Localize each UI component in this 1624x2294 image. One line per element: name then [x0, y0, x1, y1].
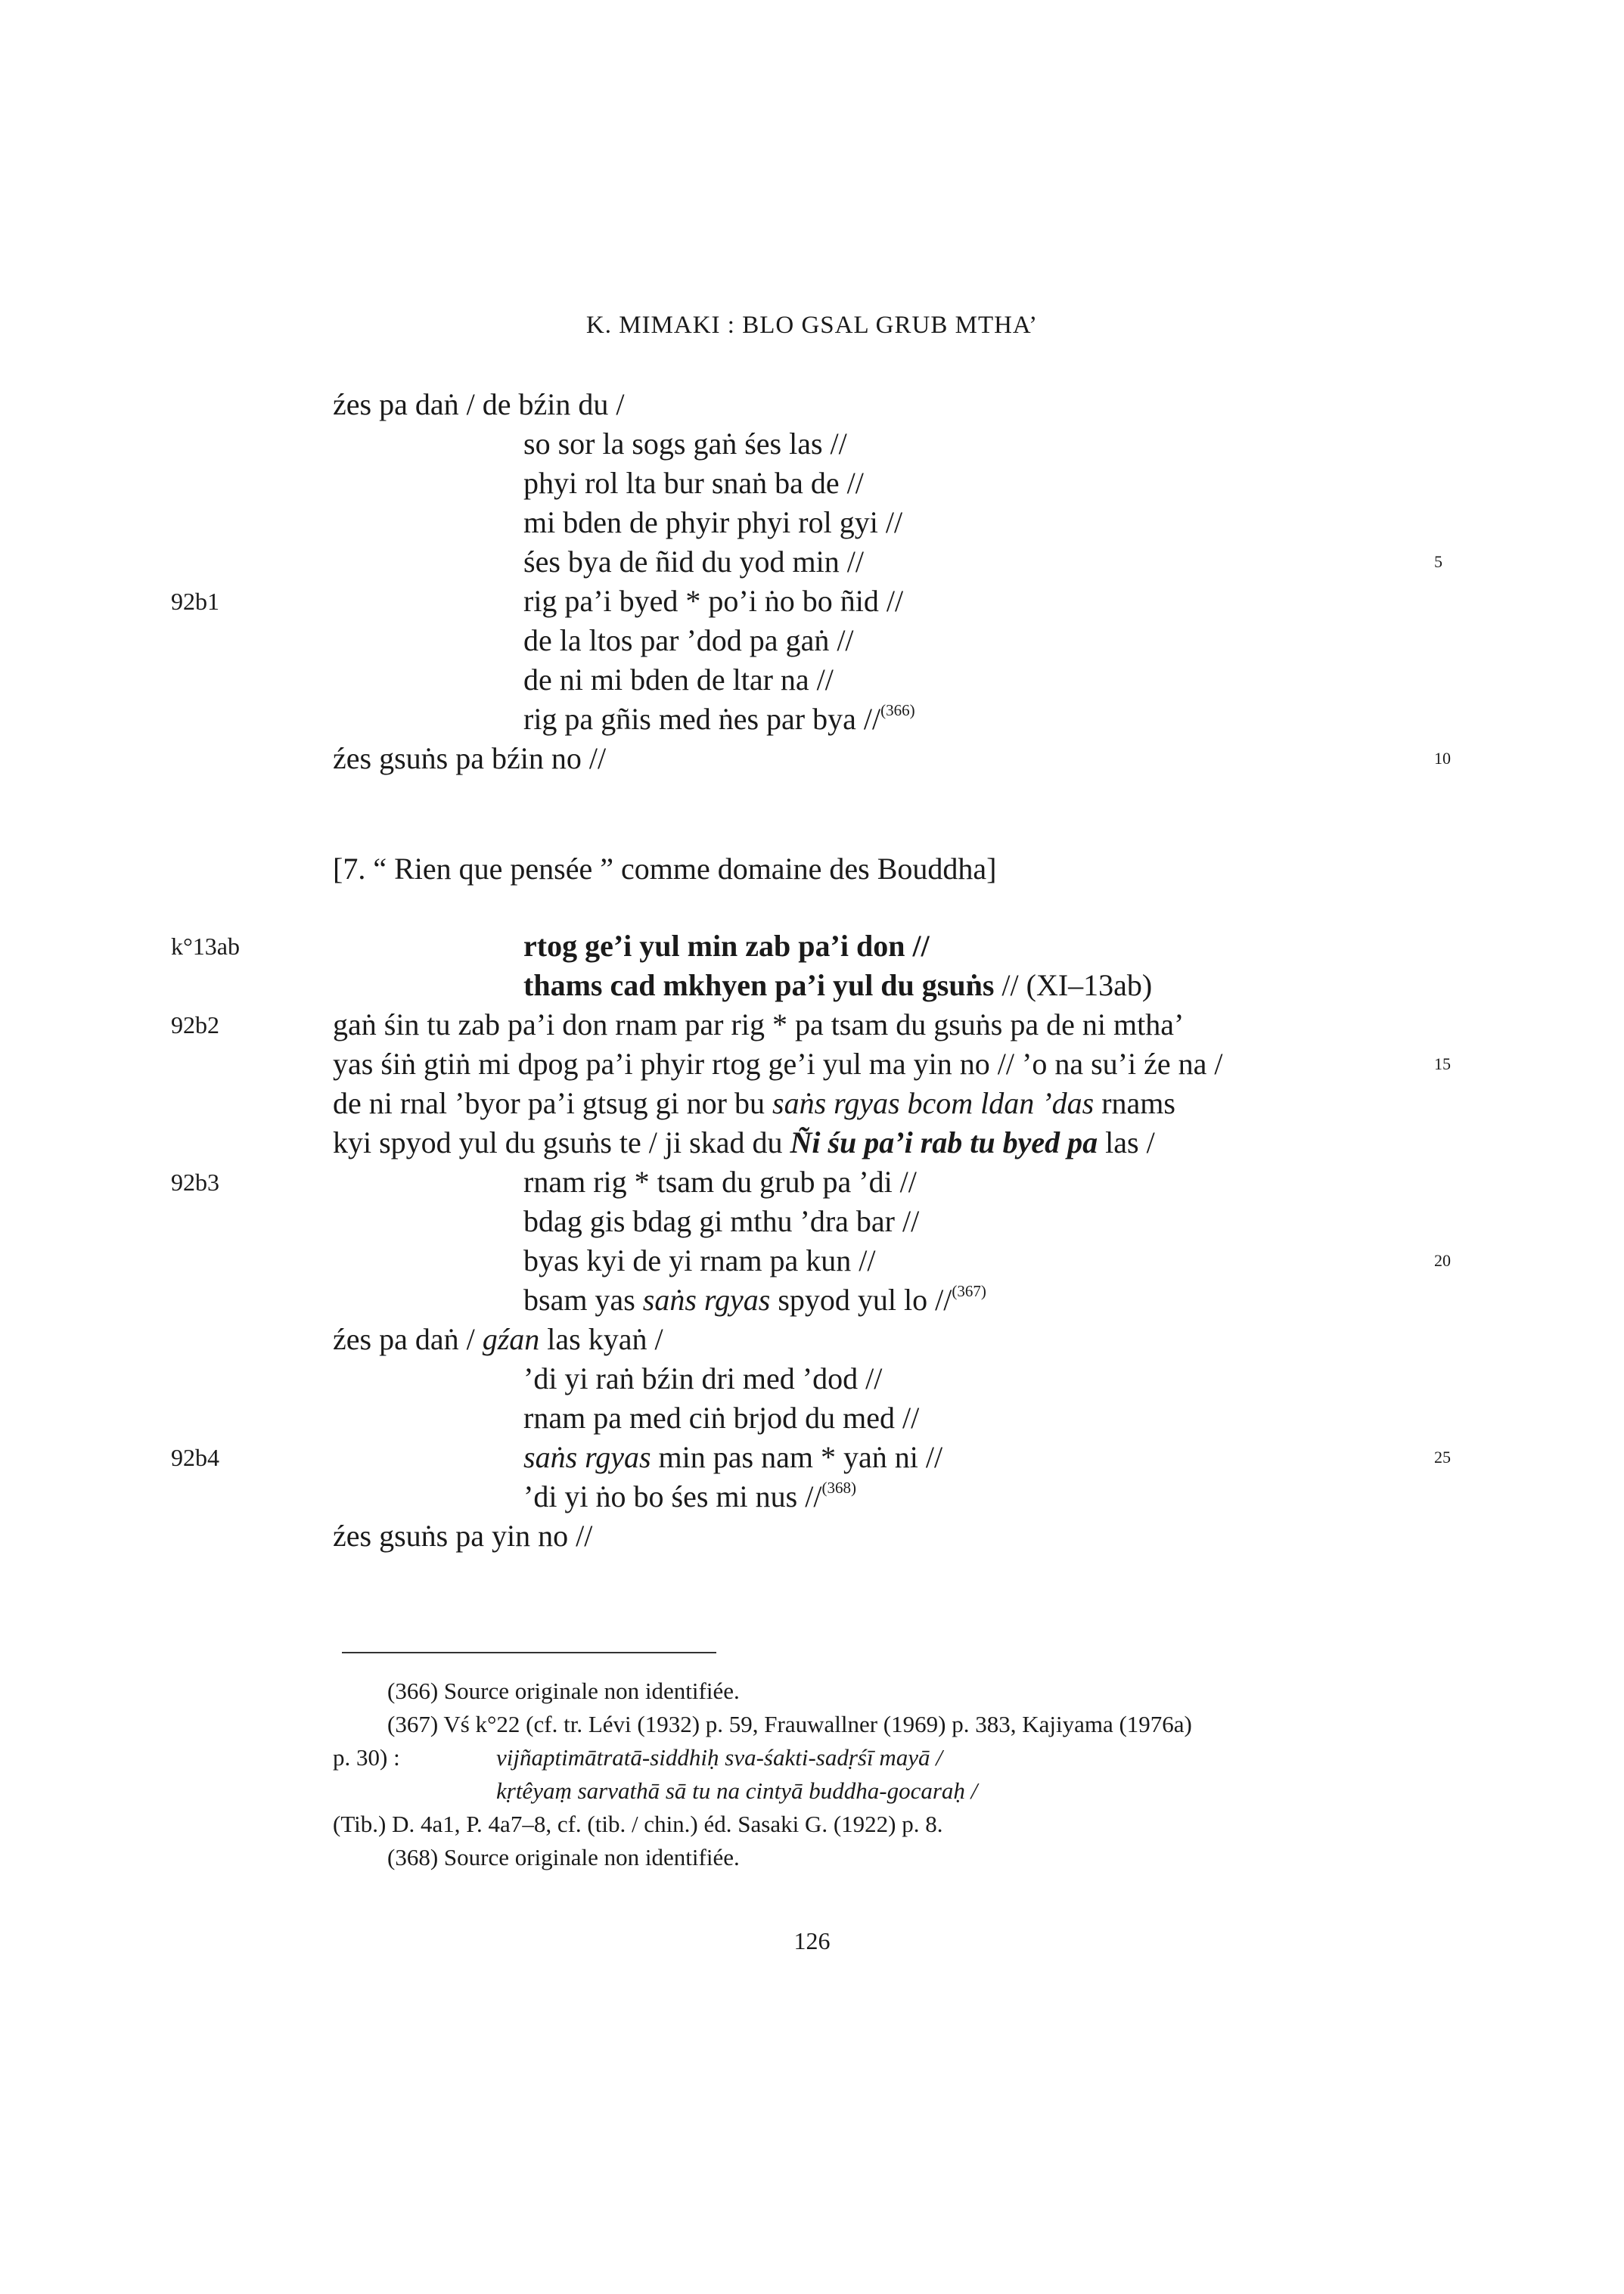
verse-line — [523, 1281, 986, 1319]
verse-text: min pas nam * yaṅ ni // — [651, 1440, 943, 1474]
footnote-sanskrit-verse: vijñaptimātratā-siddhiḥ sva-śakti-sadṛśī mayā / — [496, 1744, 942, 1771]
verse-line: so sor la sogs gaṅ śes las // — [523, 427, 847, 461]
verse-line — [523, 1478, 856, 1516]
text-line: źes gsuṅs pa bźin no // — [333, 741, 607, 775]
running-head: K. MIMAKI : BLO GSAL GRUB MTHA’ — [585, 312, 1039, 339]
verse-text: ’di yi ṅo bo śes mi nus // — [523, 1479, 822, 1513]
footnote-367-tib: (Tib.) D. 4a1, P. 4a7–8, cf. (tib. / chin.) éd. Sasaki G. (1922) p. 8. — [333, 1811, 943, 1837]
verse-text: rig pa gñis med ṅes par bya // — [523, 702, 881, 736]
prose-text: kyi spyod yul du gsuṅs te / ji skad du — [333, 1125, 790, 1159]
prose-text: de ni rnal ’byor pa’i gtsug gi nor bu — [333, 1086, 772, 1120]
text-line: źes gsuṅs pa yin no // — [333, 1519, 593, 1553]
verse-line: ’di yi raṅ bźin dri med ’dod // — [523, 1361, 883, 1395]
footnote-368: (368) Source originale non identifiée. — [387, 1844, 740, 1870]
verse-line: phyi rol lta bur snaṅ ba de // — [523, 466, 864, 500]
line-number: 15 — [1434, 1054, 1451, 1073]
margin-ref-92b1: 92b1 — [171, 588, 219, 615]
margin-ref-k13ab: k°13ab — [171, 933, 240, 960]
prose-text: las / — [1098, 1125, 1155, 1159]
verse-text: spyod yul lo // — [770, 1283, 952, 1317]
prose-italic: gźan — [482, 1322, 540, 1356]
line-number: 10 — [1434, 749, 1451, 768]
footnote-rule — [342, 1652, 716, 1653]
verse-text: bsam yas — [523, 1283, 643, 1317]
verse-line — [523, 700, 915, 738]
footnote-367-cont: p. 30) : — [333, 1744, 400, 1771]
line-number: 25 — [1434, 1448, 1451, 1467]
verse-line: mi bden de phyir phyi rol gyi // — [523, 505, 903, 539]
verse-line: de ni mi bden de ltar na // — [523, 663, 834, 697]
verse-line — [523, 967, 1152, 1004]
verse-line: rnam rig * tsam du grub pa ’di // — [523, 1165, 917, 1199]
footnote-mark: (368) — [821, 1479, 856, 1497]
verse-line: bdag gis bdag gi mthu ’dra bar // — [523, 1204, 920, 1238]
prose-text: źes pa daṅ / — [333, 1322, 483, 1356]
prose-line: yas śiṅ gtiṅ mi dpog pa’i phyir rtog ge’i yul ma yin no // ’o na su’i źe na / — [333, 1047, 1223, 1081]
margin-ref-92b4: 92b4 — [171, 1444, 219, 1471]
footnote-sanskrit-verse: kṛtêyaṃ sarvathā sā tu na cintyā buddha-gocaraḥ / — [496, 1777, 978, 1804]
prose-line — [333, 1085, 1175, 1122]
margin-ref-92b3: 92b3 — [171, 1169, 219, 1196]
verse-line-bold: rtog ge’i yul min zab pa’i don // — [523, 929, 930, 963]
margin-ref-92b2: 92b2 — [171, 1011, 219, 1038]
prose-text: las kyaṅ / — [539, 1322, 663, 1356]
verse-line: rnam pa med ciṅ brjod du med // — [523, 1401, 920, 1435]
verse-line: rig pa’i byed * po’i ṅo bo ñid // — [523, 584, 904, 618]
verse-line: byas kyi de yi rnam pa kun // — [523, 1243, 876, 1277]
verse-line: śes bya de ñid du yod min // — [523, 545, 864, 579]
prose-title: Ñi śu pa’i rab tu byed pa — [790, 1125, 1098, 1159]
verse-italic: saṅs rgyas — [523, 1440, 651, 1474]
footnote-367: (367) Vś k°22 (cf. tr. Lévi (1932) p. 59, Frauwallner (1969) p. 383, Kajiyama (1976a) — [387, 1711, 1192, 1737]
verse-text-bold: thams cad mkhyen pa’i yul du gsuṅs — [523, 968, 995, 1002]
section-heading: [7. “ Rien que pensée ” comme domaine des Bouddha] — [333, 852, 997, 886]
verse-line: de la ltos par ’dod pa gaṅ // — [523, 623, 854, 657]
line-number: 20 — [1434, 1251, 1451, 1270]
verse-ref: // (XI–13ab) — [994, 968, 1153, 1002]
line-number: 5 — [1434, 552, 1442, 571]
footnote-mark: (367) — [952, 1282, 986, 1300]
footnote-mark: (366) — [880, 701, 915, 719]
prose-text: rnams — [1094, 1086, 1175, 1120]
page-number: 126 — [793, 1927, 831, 1954]
prose-italic: saṅs rgyas bcom ldan ’das — [772, 1086, 1095, 1120]
prose-line: gaṅ śin tu zab pa’i don rnam par rig * pa tsam du gsuṅs pa de ni mtha’ — [333, 1007, 1185, 1041]
text-line: źes pa daṅ / de bźin du / — [333, 387, 625, 421]
verse-italic: saṅs rgyas — [642, 1283, 771, 1317]
text-line — [333, 1321, 663, 1358]
verse-line — [523, 1439, 942, 1476]
footnote-366: (366) Source originale non identifiée. — [387, 1678, 740, 1704]
prose-line — [333, 1124, 1155, 1162]
